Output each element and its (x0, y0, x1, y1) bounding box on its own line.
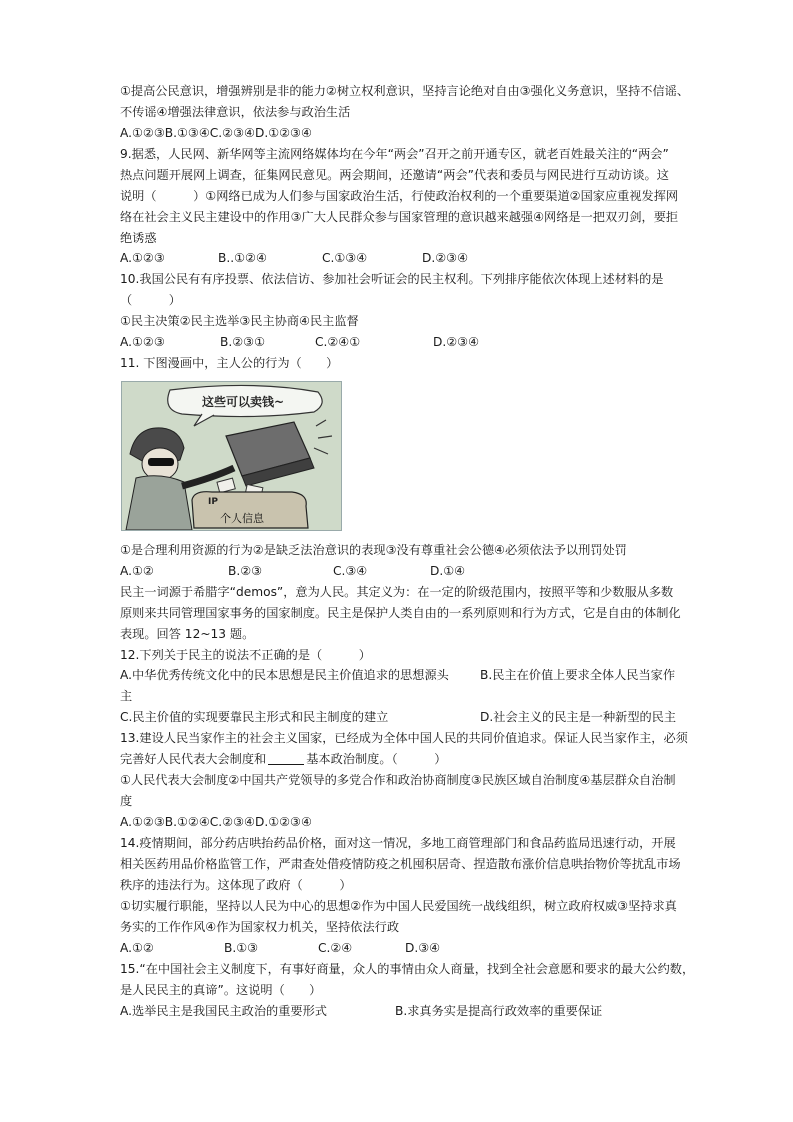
q9-line-5: 绝诱惑 (120, 231, 157, 245)
comic-illustration (121, 381, 342, 531)
q10-option-d: D.②③④ (433, 335, 480, 349)
q9-option-a: A.①②③ (120, 251, 165, 265)
q13-options: A.①②③B.①②④C.②③④D.①②③④ (120, 815, 312, 829)
q15-option-a: A.选举民主是我国民主政治的重要形式 (120, 1004, 327, 1018)
q14-option-d: D.③④ (405, 941, 441, 955)
q10-line-2: （ ） (120, 293, 181, 307)
q13-line-2-pre: 完善好人民代表大会制度和 (120, 752, 267, 766)
q11-line: ①是合理利用资源的行为②是缺乏法治意识的表现③没有尊重社会公德④必须依法予以刑罚处罚 (120, 543, 627, 557)
q10-option-c: C.②④① (315, 335, 361, 349)
q10-option-a: A.①②③ (120, 335, 165, 349)
q9-option-b: B..①②④ (218, 251, 267, 265)
q10-option-b: B.②③① (220, 335, 266, 349)
q11-option-a: A.①② (120, 564, 154, 578)
q8-line-2: 不传谣④增强法律意识，依法参与政治生活 (120, 105, 351, 119)
q10-line-3: ①民主决策②民主选举③民主协商④民主监督 (120, 314, 359, 328)
q10-line-1: 10.我国公民有有序投票、依法信访、参加社会听证会的民主权利。下列排序能依次体现上述材料的是 (120, 272, 664, 286)
q15-line-2: 是人民民主的真谛”。这说明（ ） (120, 983, 322, 997)
q14-line-1: 14.疫情期间，部分药店哄抬药品价格，面对这一情况，多地工商管理部门和食品药监局迅速行动，开展 (120, 836, 676, 850)
q9-option-d: D.②③④ (422, 251, 469, 265)
q15-option-b: B.求真务实是提高行政效率的重要保证 (395, 1004, 603, 1018)
q9-line-3: 说明（ ）①网络已成为人们参与国家政治生活，行使政治权利的一个重要渠道②国家应重视发挥网 (120, 189, 679, 203)
q9-option-c: C.①③④ (322, 251, 368, 265)
q9-line-4: 络在社会主义民主建设中的作用③广大人民群众参与国家管理的意识越来越强④网络是一把双刃剑，要拒 (120, 210, 679, 224)
q14-line-2: 相关医药用品价格监管工作，严肃查处借疫情防疫之机囤积居奇、捏造散布涨价信息哄抬物价等扰乱市场 (120, 857, 681, 871)
q11-option-c: C.③④ (333, 564, 368, 578)
q13-line-3: ①人民代表大会制度②中国共产党领导的多党合作和政治协商制度③民族区域自治制度④基层群众自治制 (120, 773, 676, 787)
q14-line-3: 秩序的违法行为。这体现了政府（ ） (120, 878, 352, 892)
q11-stem: 11. 下图漫画中，主人公的行为（ ） (120, 356, 339, 370)
comic-sack-label: 个人信息 (220, 512, 264, 525)
q8-line-1: ①提高公民意识，增强辨别是非的能力②树立权利意识，坚持言论绝对自由③强化义务意识，坚持不信谣、 (120, 84, 690, 98)
q14-option-a: A.①② (120, 941, 154, 955)
q12-option-a: A.中华优秀传统文化中的民本思想是民主价值追求的思想源头 (120, 668, 449, 682)
q12-option-b-cont: 主 (120, 689, 133, 703)
q8-options: A.①②③B.①③④C.②③④D.①②③④ (120, 126, 312, 140)
q14-option-b: B.①③ (224, 941, 259, 955)
q12-option-b: B.民主在价值上要求全体人民当家作 (480, 668, 676, 682)
material-line-2: 原则来共同管理国家事务的国家制度。民主是保护人类自由的一系列原则和行为方式，它是自由的体制化 (120, 606, 681, 620)
comic-drawing (122, 382, 341, 530)
q12-option-c: C.民主价值的实现要靠民主形式和民主制度的建立 (120, 710, 389, 724)
q13-line-2-post: 基本政治制度。（ ） (306, 752, 447, 766)
q14-option-c: C.②④ (318, 941, 353, 955)
q14-line-5: 务实的工作作风④作为国家权力机关，坚持依法行政 (120, 920, 400, 934)
material-line-1: 民主一词源于希腊字“demos”，意为人民。其定义为：在一定的阶级范围内，按照平等和少数服从多数 (120, 585, 674, 599)
material-line-3: 表现。回答 12~13 题。 (120, 627, 255, 641)
q13-line-4: 度 (120, 794, 133, 808)
q14-line-4: ①切实履行职能，坚持以人民为中心的思想②作为中国人民爱国统一战线组织，树立政府权威③坚持求真 (120, 899, 677, 913)
q13-line-1: 13.建设人民当家作主的社会主义国家，已经成为全体中国人民的共同价值追求。保证人民当家作主，必须 (120, 731, 688, 745)
q13-line-2 (120, 751, 446, 767)
q12-option-d: D.社会主义的民主是一种新型的民主 (480, 710, 677, 724)
comic-bubble-text: 这些可以卖钱~ (202, 395, 285, 409)
q11-option-b: B.②③ (228, 564, 263, 578)
q12-stem: 12.下列关于民主的说法不正确的是（ ） (120, 648, 371, 662)
q11-option-d: D.①④ (430, 564, 466, 578)
q15-line-1: 15.“在中国社会主义制度下，有事好商量，众人的事情由众人商量，找到全社会意愿和要求的最大公约数， (120, 962, 695, 976)
q9-line-1: 9.据悉，人民网、新华网等主流网络媒体均在今年“两会”召开之前开通专区，就老百姓最关注的“两会” (120, 147, 669, 161)
q13-answer-blank (268, 752, 304, 765)
comic-card-text: IP (208, 497, 218, 507)
q9-line-2: 热点问题开展网上调查，征集网民意见。两会期间，还邀请“两会”代表和委员与网民进行互动访谈。这 (120, 168, 669, 182)
